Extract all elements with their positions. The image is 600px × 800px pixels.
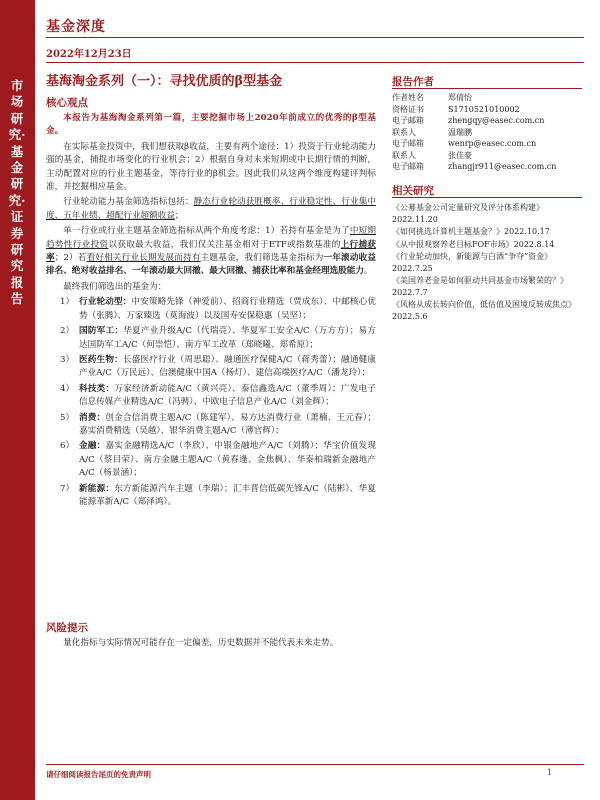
- list-category: 金融：: [79, 441, 106, 452]
- footer-disclaimer: 请仔细阅读报告尾页的免责声明: [46, 770, 151, 779]
- list-number: 2）: [60, 326, 75, 337]
- analyst-row: [392, 161, 582, 173]
- p2-end: ；: [174, 210, 184, 221]
- analysts-rule: [392, 88, 582, 89]
- analysts-table: [392, 92, 582, 173]
- footer-rule: [46, 764, 584, 765]
- related-link[interactable]: 《公募基金公司定量研究及评分体系构建》2022.11.20: [392, 203, 544, 224]
- p2-criteria: 静态行业轮动获胜概率、行业稳定性、行业集中度、五年业绩、超配行业超额收益: [46, 197, 376, 221]
- risk-body: [46, 637, 376, 650]
- body-paragraph-3: [46, 225, 376, 279]
- p3-underline-3: 看好相关行业长期发展而持有: [86, 253, 201, 264]
- p3-text-a: 单一行业或行业主题基金筛选指标从两个角度考虑：1）若持有基金是为了: [63, 226, 350, 237]
- analysts-heading: 报告作者: [392, 76, 434, 88]
- analyst-value: S1710521010002: [448, 104, 520, 114]
- list-category: 国防军工：: [79, 326, 124, 337]
- list-text: 华夏产业升级A/C（代瑞亮）、华夏军工安全A/C（万方方）；易方达国防军工A/C（何崇恺）、南方军工改革（郑晓曦、郑希原）；: [79, 326, 376, 350]
- analyst-key: 电子邮箱: [392, 162, 424, 171]
- list-number: 7）: [60, 483, 75, 494]
- analyst-value: 郑倩怡: [448, 93, 472, 102]
- related-list: [392, 202, 582, 322]
- related-heading: 相关研究: [392, 185, 434, 197]
- core-heading: 核心观点: [46, 97, 88, 109]
- list-number: 1）: [60, 297, 75, 308]
- p2-text: 行业轮动能力基金筛选指标包括：: [63, 197, 194, 208]
- list-category: 新能源：: [79, 483, 115, 494]
- header-rule: [46, 37, 584, 38]
- risk-text: 量化指标与实际情况可能存在一定偏差，历史数据并不能代表未来走势。: [63, 638, 339, 648]
- analyst-row: [392, 115, 582, 127]
- lead-paragraph: 本报告为基海淘金系列第一篇，主要挖掘市场上2020年前成立的优秀的β型基金。: [46, 113, 376, 137]
- report-date: 2022年12月23日: [46, 49, 132, 60]
- list-category: 科技类：: [79, 383, 115, 394]
- analyst-email[interactable]: wenrp@easec.com.cn: [448, 139, 537, 148]
- list-text: 嘉实金融精选A/C（李欣）、中银金融地产A/C（刘腾）；华宝价值发现A/C（蔡目荣）、南方金融主题A/C（黄春逢、金焦枫）、华泰柏瑞新金融地产A/C（杨景涵）；: [79, 441, 376, 479]
- list-text: 东方新能源汽车主题（李瑞）；汇丰晋信低碳先锋A/C（陆彬）、华夏能源革新A/C（郑泽鸿）。: [79, 483, 376, 507]
- body-paragraph-4: 最终我们筛选出的基金为：: [63, 281, 167, 292]
- page-number: 1: [547, 768, 553, 777]
- related-link[interactable]: 《如何挑选计算机主题基金？》2022.10.17: [392, 227, 550, 236]
- analyst-email[interactable]: zhengqy@easec.com.cn: [448, 116, 545, 125]
- list-text: 万家经济新动能A/C（黄兴亮）、泰信鑫选A/C（董季周）；广发电子信息传媒产业精选A/C（冯骋）、中欧电子信息产业A/C（刘金辉）；: [79, 383, 376, 408]
- list-item: [46, 412, 376, 439]
- analyst-row: [392, 127, 582, 139]
- list-category: 行业轮动型：: [79, 297, 132, 308]
- list-number: 5）: [60, 412, 75, 423]
- analyst-email[interactable]: zhangjr911@easec.com.cn: [448, 162, 557, 171]
- list-text: 长盛医疗行业（周思聪）、融通医疗保健A/C（蒋秀蕾）；融通健康产业A/C（万民远）、信澳健康中国A（杨灯）、建信高端医疗A/C（潘龙玲）；: [79, 354, 376, 379]
- analyst-key: 作者姓名: [392, 93, 424, 102]
- risk-heading: 风险提示: [46, 622, 88, 634]
- list-item: [46, 296, 376, 323]
- list-item: [46, 354, 376, 381]
- body-paragraph-2: [46, 196, 376, 223]
- analyst-value: 张佳豪: [448, 150, 472, 160]
- report-type: 基金深度: [46, 19, 106, 35]
- fund-list: [46, 296, 376, 509]
- analyst-row: [392, 138, 582, 150]
- list-category: 消费：: [79, 412, 106, 423]
- list-item: [46, 383, 376, 410]
- analyst-key: 联系人: [392, 127, 416, 137]
- list-item: [46, 325, 376, 352]
- list-text: 创金合信消费主题A/C（陈建军）、易方达消费行业（萧楠、王元春）；嘉实消费精选（吴越）、银华消费主题A/C（薄官辉）；: [79, 412, 376, 436]
- p3-underline-2: 上行捕获率: [46, 239, 376, 264]
- list-number: 4）: [60, 383, 75, 394]
- analyst-row: [392, 92, 582, 104]
- p3-text-e: 。: [363, 266, 373, 277]
- date-rule: [46, 62, 584, 63]
- p3-text-c: ；2）若: [54, 253, 87, 264]
- body-paragraph-1: 在实际基金投资中，我们想获取β收益，主要有两个途径：1）投资于行业轮动能力强的基金，捕捉市场变化的行业机会；2）根据自身对未来短期或中长期行情的判断，主动配置对应的行业主题基金，等待行业的β机会。因此我们从这两个维度构建评判标准，并挖掘相应基金。: [46, 141, 376, 193]
- related-link[interactable]: 《风格从成长转向价值，低估值及困境反转成焦点》2022.5.6: [392, 300, 576, 321]
- analyst-key: 电子邮箱: [392, 116, 424, 125]
- analyst-row: [392, 104, 582, 116]
- p3-bold: 一年滚动收益排名、绝对收益排名、一年滚动最大回撤、最大回撤、捕获比率和基金经理选股能力: [46, 253, 376, 277]
- analyst-row: [392, 150, 582, 162]
- list-category: 医药生物：: [79, 354, 123, 365]
- related-block: [392, 202, 582, 323]
- list-item: [46, 440, 376, 480]
- p3-underline-1: 中短期趋势性行业投资: [46, 226, 376, 250]
- related-link[interactable]: 《美国养老金是如何驱动共同基金市场繁荣的？》2022.7.7: [392, 276, 568, 297]
- p3-text-b: 以获取最大收益，我们仅关注基金相对于ETF或指数基准的: [108, 239, 341, 250]
- core-body: [46, 112, 376, 511]
- analyst-key: 资格证书: [392, 104, 424, 114]
- analyst-value: 温瑞鹏: [448, 127, 472, 137]
- list-item: [46, 483, 376, 510]
- page-title: 基海淘金系列（一）：寻找优质的β型基金: [46, 74, 283, 89]
- sidebar-band: [0, 0, 35, 800]
- p3-text-d: 主题基金，我们筛选基金指标为: [200, 253, 324, 264]
- sidebar-label: 市场研究·基金研究·证券研究报告: [8, 78, 26, 307]
- related-link[interactable]: 《从中报观察养老目标FOF市场》2022.8.14: [392, 239, 555, 249]
- list-number: 6）: [60, 441, 75, 452]
- related-rule: [392, 197, 582, 198]
- related-link[interactable]: 《行业轮动加快，新能源与白酒“争夺”资金》2022.7.25: [392, 252, 553, 273]
- list-text: 中安策略先锋（神爱前）、招商行业精选（贾成东）、中邮核心优势（张腾）、万家臻选（莫海波）以及国寿安保稳惠（吴坚）；: [79, 297, 376, 321]
- analyst-key: 电子邮箱: [392, 139, 424, 148]
- analyst-key: 联系人: [392, 150, 416, 160]
- list-number: 3）: [60, 354, 75, 365]
- analysts-block: [392, 92, 582, 173]
